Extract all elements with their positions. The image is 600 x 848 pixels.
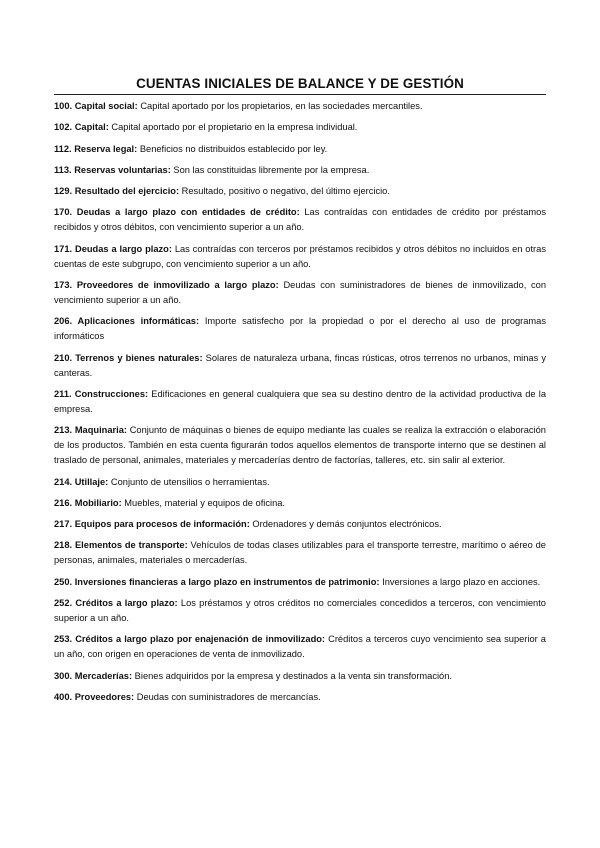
account-list xyxy=(54,99,546,711)
account-heading xyxy=(54,671,132,681)
account-heading xyxy=(54,425,127,435)
account-heading xyxy=(54,165,171,175)
account-name: Resultado del ejercicio: xyxy=(74,186,180,197)
account-name: Maquinaria: xyxy=(74,425,127,436)
account-name: Reservas voluntarias: xyxy=(74,164,171,175)
account-heading xyxy=(54,540,188,550)
account-name: Capital: xyxy=(74,122,109,133)
account-heading xyxy=(54,692,134,702)
account-description: Capital aportado por los propietarios, en las sociedades mercantiles. xyxy=(140,101,423,111)
account-code: 253. xyxy=(54,634,73,645)
account-heading xyxy=(54,577,380,587)
account-code: 218. xyxy=(54,540,73,551)
account-name: Mobiliario: xyxy=(74,497,122,508)
account-heading xyxy=(54,186,179,196)
account-heading xyxy=(54,101,138,111)
account-entry xyxy=(54,120,546,135)
account-description: Deudas con suministradores de mercancías. xyxy=(136,691,321,702)
account-entry xyxy=(54,475,546,490)
account-code: 250. xyxy=(54,576,73,587)
account-code: 173. xyxy=(54,280,73,291)
title-underline xyxy=(54,94,546,95)
account-name: Reserva legal: xyxy=(74,143,138,154)
account-heading xyxy=(54,207,300,217)
account-code: 100. xyxy=(54,101,73,111)
account-entry xyxy=(54,142,546,157)
account-name: Deudas a largo plazo: xyxy=(74,243,172,254)
account-heading xyxy=(54,353,203,363)
account-code: 171. xyxy=(54,243,73,254)
account-code: 213. xyxy=(54,425,73,436)
account-description: Importe satisfecho por la propiedad o por el derecho al uso de programas informáticos xyxy=(54,316,546,342)
account-entry xyxy=(54,351,546,381)
account-name: Utillaje: xyxy=(74,476,109,487)
account-description: Capital aportado por el propietario en la empresa individual. xyxy=(111,122,358,133)
account-entry xyxy=(54,242,546,272)
account-code: 214. xyxy=(54,476,73,487)
account-heading xyxy=(54,498,122,508)
account-heading xyxy=(54,122,109,132)
account-code: 170. xyxy=(54,207,73,218)
account-code: 216. xyxy=(54,497,73,508)
account-entry xyxy=(54,184,546,199)
account-description: Bienes adquiridos por la empresa y destinados a la venta sin transformación. xyxy=(134,670,452,681)
account-name: Aplicaciones informáticas: xyxy=(77,316,200,327)
account-name: Proveedores: xyxy=(74,691,135,702)
account-code: 206. xyxy=(54,316,73,327)
account-heading xyxy=(54,280,279,290)
account-description: Conjunto de máquinas o bienes de equipo mediante las cuales se realiza la extracción o elaboración de los productos. También en esta cuenta figurarán todos aquellos elementos de transporte interno que se destinen al traslado de personal, animales, materiales y mercaderías dentro de factorías, talleres, etc. sin salir al exterior. xyxy=(54,425,546,466)
account-description: Los préstamos y otros créditos no comerciales concedidos a terceros, con vencimiento superior a un año. xyxy=(54,598,546,624)
account-entry xyxy=(54,690,546,705)
account-name: Créditos a largo plazo por enajenación de inmovilizado: xyxy=(75,634,326,645)
account-name: Inversiones financieras a largo plazo en instrumentos de patrimonio: xyxy=(74,576,380,587)
account-code: 252. xyxy=(54,598,73,609)
account-description: Deudas con suministradores de bienes de inmovilizado, con vencimiento superior a un año. xyxy=(54,280,546,306)
account-entry xyxy=(54,496,546,511)
account-name: Créditos a largo plazo: xyxy=(75,598,178,609)
account-description: Créditos a terceros cuyo vencimiento sea superior a un año, con origen en operaciones de venta de inmovilizado. xyxy=(54,634,546,660)
account-entry xyxy=(54,278,546,308)
account-entry xyxy=(54,99,546,114)
account-description: Conjunto de utensilios o herramientas. xyxy=(110,476,270,487)
account-entry xyxy=(54,314,546,344)
account-heading xyxy=(54,316,199,326)
account-heading xyxy=(54,244,172,254)
account-entry xyxy=(54,632,546,662)
account-entry xyxy=(54,517,546,532)
account-description: Son las constituidas libremente por la empresa. xyxy=(173,164,370,175)
account-name: Terrenos y bienes naturales: xyxy=(75,352,203,363)
account-code: 129. xyxy=(54,186,73,197)
account-heading xyxy=(54,389,148,399)
account-code: 211. xyxy=(54,388,72,399)
account-code: 210. xyxy=(54,352,73,363)
account-entry xyxy=(54,163,546,178)
page-title: CUENTAS INICIALES DE BALANCE Y DE GESTIÓN xyxy=(136,76,464,91)
account-entry xyxy=(54,387,546,417)
account-description: Muebles, material y equipos de oficina. xyxy=(124,497,286,508)
account-description: Ordenadores y demás conjuntos electrónicos. xyxy=(252,519,442,530)
account-name: Mercaderías: xyxy=(74,670,133,681)
account-description: Las contraídas con entidades de crédito por préstamos recibidos y otros débitos, con vencimiento superior a un año. xyxy=(54,207,546,233)
account-code: 113. xyxy=(54,164,72,175)
account-description: Beneficios no distribuidos establecido por ley. xyxy=(139,143,328,154)
account-description: Resultado, positivo o negativo, del último ejercicio. xyxy=(181,186,390,197)
account-code: 300. xyxy=(54,670,73,681)
account-name: Capital social: xyxy=(74,101,138,111)
account-name: Elementos de transporte: xyxy=(74,540,188,551)
account-name: Construcciones: xyxy=(74,388,149,399)
account-heading xyxy=(54,598,178,608)
account-entry xyxy=(54,575,546,590)
account-name: Proveedores de inmovilizado a largo plazo: xyxy=(76,280,279,291)
account-description: Vehículos de todas clases utilizables para el transporte terrestre, marítimo o aéreo de personas, animales, materiales o mercaderías. xyxy=(54,540,546,566)
account-description: Las contraídas con terceros por préstamos recibidos y otros débitos no incluidos en otras cuentas de este subgrupo, con vencimiento superior a un año. xyxy=(54,243,546,269)
account-name: Equipos para procesos de información: xyxy=(74,519,250,530)
account-entry xyxy=(54,538,546,568)
account-name: Deudas a largo plazo con entidades de crédito: xyxy=(76,207,300,218)
account-description: Inversiones a largo plazo en acciones. xyxy=(382,576,541,587)
account-description: Solares de naturaleza urbana, fincas rústicas, otros terrenos no urbanos, minas y canteras. xyxy=(54,352,546,378)
account-heading xyxy=(54,519,250,529)
account-code: 102. xyxy=(54,122,73,133)
account-entry xyxy=(54,205,546,235)
account-heading xyxy=(54,477,108,487)
account-entry xyxy=(54,423,546,468)
account-description: Edificaciones en general cualquiera que sea su destino dentro de la actividad productiva de la empresa. xyxy=(54,388,546,414)
account-entry xyxy=(54,596,546,626)
account-code: 400. xyxy=(54,691,73,702)
account-entry xyxy=(54,669,546,684)
account-heading xyxy=(54,144,137,154)
account-code: 217. xyxy=(54,519,73,530)
account-code: 112. xyxy=(54,143,72,154)
account-heading xyxy=(54,634,325,644)
